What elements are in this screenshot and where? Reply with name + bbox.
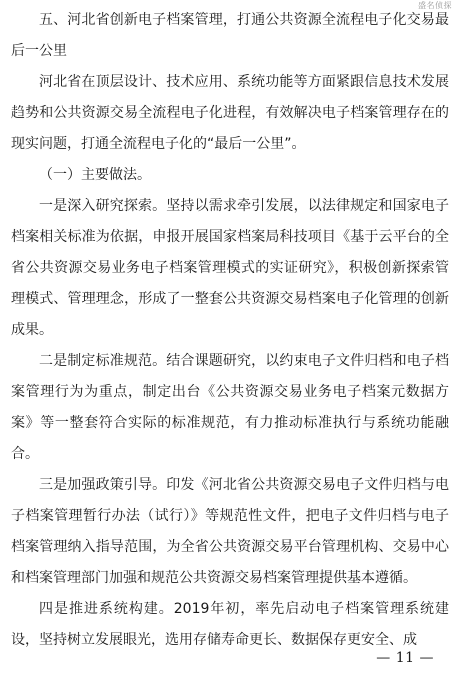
corner-watermark: 盛名侦探 bbox=[418, 1, 452, 10]
sub-heading-main-practices: （一）主要做法。 bbox=[39, 167, 151, 183]
paragraph-standards: 二是制定标准规范。结合课题研究，以约束电子文件归档和电子档案管理行为为重点，制定出台《公共资源交易业务电子档案元数据方案》等一整套符合实际的标准规范，有力推动标准执行与系统功能融合。 bbox=[11, 353, 449, 462]
paragraph-research: 一是深入研究探索。坚持以需求牵引发展，以法律规定和国家电子档案相关标准为依据，申报开展国家档案局科技项目《基于云平台的全省公共资源交易业务电子档案管理模式的实证研究》，积极创新探索管理模式、管理理念，形成了一整套公共资源交易档案电子化管理的创新成果。 bbox=[11, 198, 449, 338]
page-number: — 11 — bbox=[376, 650, 434, 666]
intro-paragraph: 河北省在顶层设计、技术应用、系统功能等方面紧跟信息技术发展趋势和公共资源交易全流程电子化进程，有效解决电子档案管理存在的现实问题，打通全流程电子化的“最后一公里”。 bbox=[11, 74, 449, 152]
document-body bbox=[11, 5, 449, 656]
section-heading: 五、河北省创新电子档案管理，打通公共资源全流程电子化交易最后一公里 bbox=[11, 12, 449, 59]
paragraph-system: 四是推进系统构建。2019年初，率先启动电子档案管理系统建设，坚持树立发展眼光，选用存储寿命更长、数据保存更安全、成 bbox=[11, 601, 449, 648]
paragraph-policy: 三是加强政策引导。印发《河北省公共资源交易电子文件归档与电子档案管理暂行办法（试行）》等规范性文件，把电子文件归档与电子档案管理纳入指导范围，为全省公共资源交易平台管理机构、交易中心和档案管理部门加强和规范公共资源交易档案管理提供基本遵循。 bbox=[11, 477, 449, 586]
